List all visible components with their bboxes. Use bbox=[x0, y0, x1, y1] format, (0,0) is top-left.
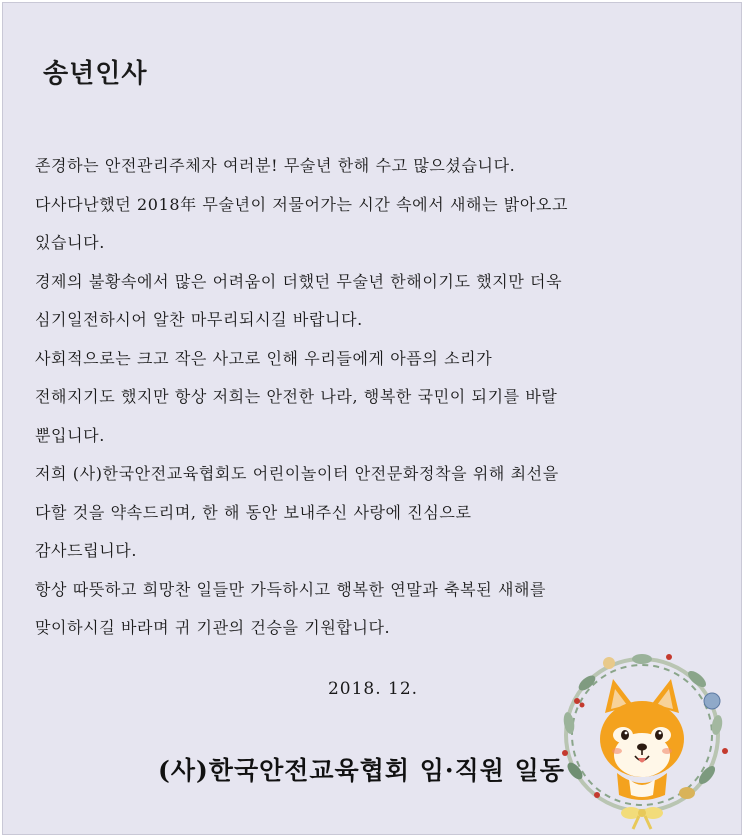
body-line: 다할 것을 약속드리며, 한 해 동안 보내주신 사랑에 진심으로 bbox=[35, 502, 472, 522]
shiba-dog-wreath-icon bbox=[547, 643, 737, 833]
body-line: 뿐입니다. bbox=[35, 425, 105, 445]
greeting-card bbox=[2, 2, 742, 835]
body-line: 전해지기도 했지만 항상 저희는 안전한 나라, 행복한 국민이 되기를 바랄 bbox=[35, 387, 558, 406]
body-line: 감사드립니다. bbox=[35, 541, 138, 560]
page-title: 송년인사 bbox=[43, 59, 148, 89]
body-line: 항상 따뜻하고 희망찬 일들만 가득하시고 행복한 연말과 축복된 새해를 bbox=[35, 579, 547, 599]
body-line: 있습니다. bbox=[35, 233, 105, 252]
body-line: 사회적으로는 크고 작은 사고로 인해 우리들에게 아픔의 소리가 bbox=[35, 348, 493, 368]
signature: (사)한국안전교육협회 임·직원 일동 bbox=[158, 756, 565, 785]
body-line: 경제의 불황속에서 많은 어려움이 더했던 무술년 한해이기도 했지만 더욱 bbox=[35, 271, 563, 291]
date: 2018. 12. bbox=[327, 679, 419, 699]
body-line: 맞이하시길 바라며 귀 기관의 건승을 기원합니다. bbox=[35, 618, 391, 637]
body-line: 심기일전하시어 알찬 마무리되시길 바랍니다. bbox=[35, 310, 363, 329]
body-line: 존경하는 안전관리주체자 여러분! 무술년 한해 수고 많으셨습니다. bbox=[35, 156, 516, 175]
body-line: 저희 (사)한국안전교육협회도 어린이놀이터 안전문화정착을 위해 최선을 bbox=[35, 464, 559, 483]
body-line: 다사다난했던 2018年 무술년이 저물어가는 시간 속에서 새해는 밝아오고 bbox=[35, 194, 569, 214]
greeting-body bbox=[35, 147, 725, 648]
